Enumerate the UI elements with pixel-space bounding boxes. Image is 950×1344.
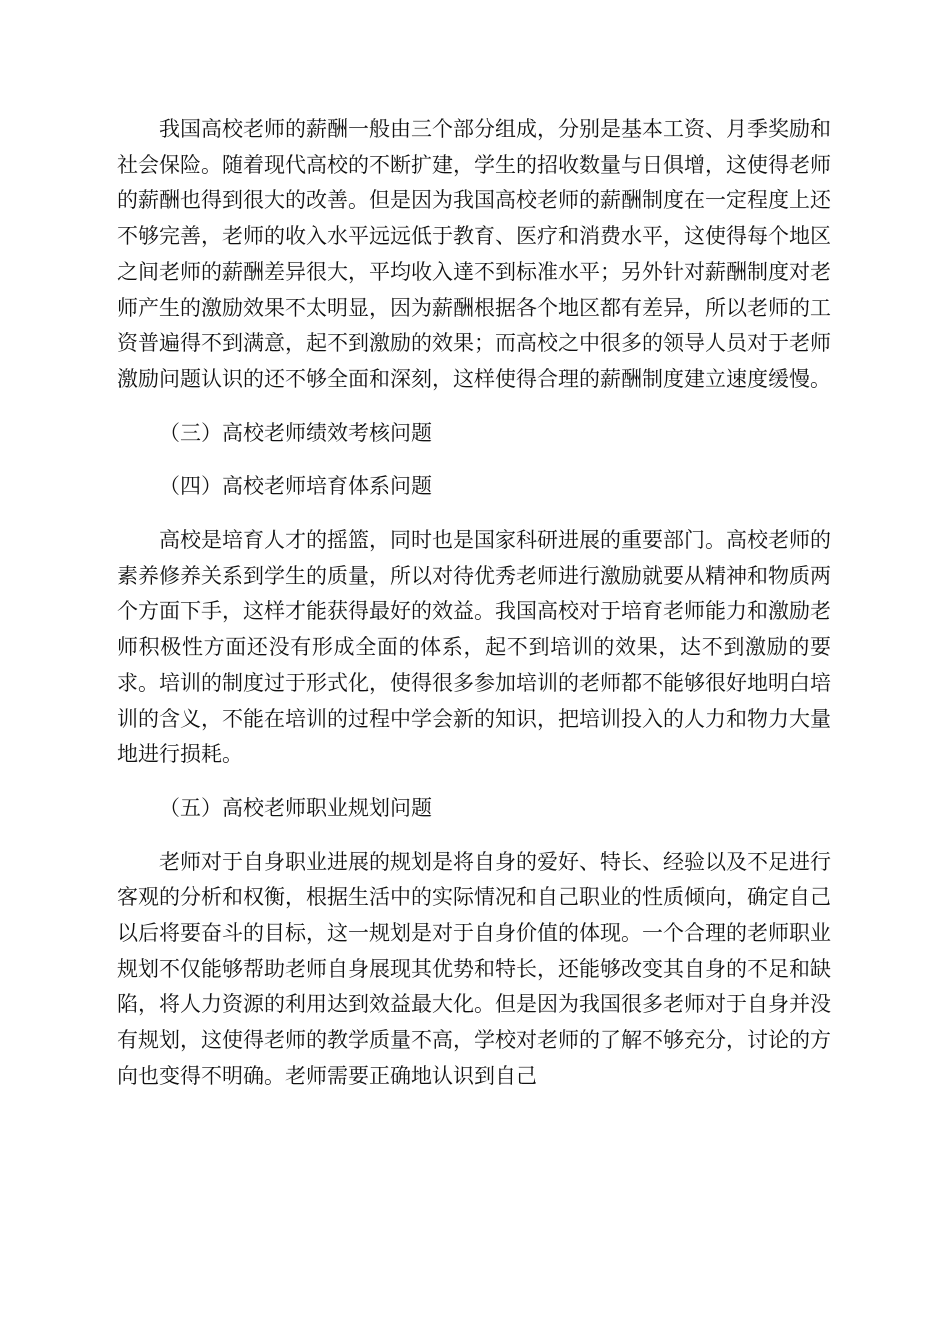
paragraph-career-planning: 老师对于自身职业进展的规划是将自身的爱好、特长、经验以及不足进行客观的分析和权衡，根据生活中的实际情况和自己职业的性质倾向，确定自己以后将要奋斗的目标，这一规划是对于自身价值的体现。一个合理的老师职业规划不仅能够帮助老师自身展现其优势和特长，还能够改变其自身的不足和缺陷，将人力资源的利用达到效益最大化。但是因为我国很多老师对于自身并没有规划，这使得老师的教学质量不高，学校对老师的了解不够充分，讨论的方向也变得不明确。老师需要正确地认识到自己 (117, 849, 831, 1088)
heading-career-planning: （五）高校老师职业规划问题 (159, 795, 432, 820)
paragraph-salary: 我国高校老师的薪酬一般由三个部分组成，分别是基本工资、月季奖励和社会保险。随着现代高校的不断扩建，学生的招收数量与日俱增，这使得老师的薪酬也得到很大的改善。但是因为我国高校老师的薪酬制度在一定程度上还不够完善，老师的收入水平远远低于教育、医疗和消费水平，这使得每个地区之间老师的薪酬差异很大，平均收入達不到标准水平；另外针对薪酬制度对老师产生的激励效果不太明显，因为薪酬根据各个地区都有差异，所以老师的工资普遍得不到满意，起不到激励的效果；而高校之中很多的领导人员对于老师激励问题认识的还不够全面和深刻，这样使得合理的薪酬制度建立速度缓慢。 (117, 117, 831, 391)
document-page (117, 112, 831, 1113)
heading-training-system: （四）高校老师培育体系问题 (159, 474, 432, 499)
paragraph-training: 高校是培育人才的摇篮，同时也是国家科研进展的重要部门。高校老师的素养修养关系到学生的质量，所以对待优秀老师进行激励就要从精神和物质两个方面下手，这样才能获得最好的效益。我国高校对于培育老师能力和激励老师积极性方面还没有形成全面的体系，起不到培训的效果，达不到激励的要求。培训的制度过于形式化，使得很多参加培训的老师都不能够很好地明白培训的含义，不能在培训的过程中学会新的知识，把培训投入的人力和物力大量地进行损耗。 (117, 528, 831, 767)
heading-performance-appraisal: （三）高校老师绩效考核问题 (159, 420, 432, 445)
